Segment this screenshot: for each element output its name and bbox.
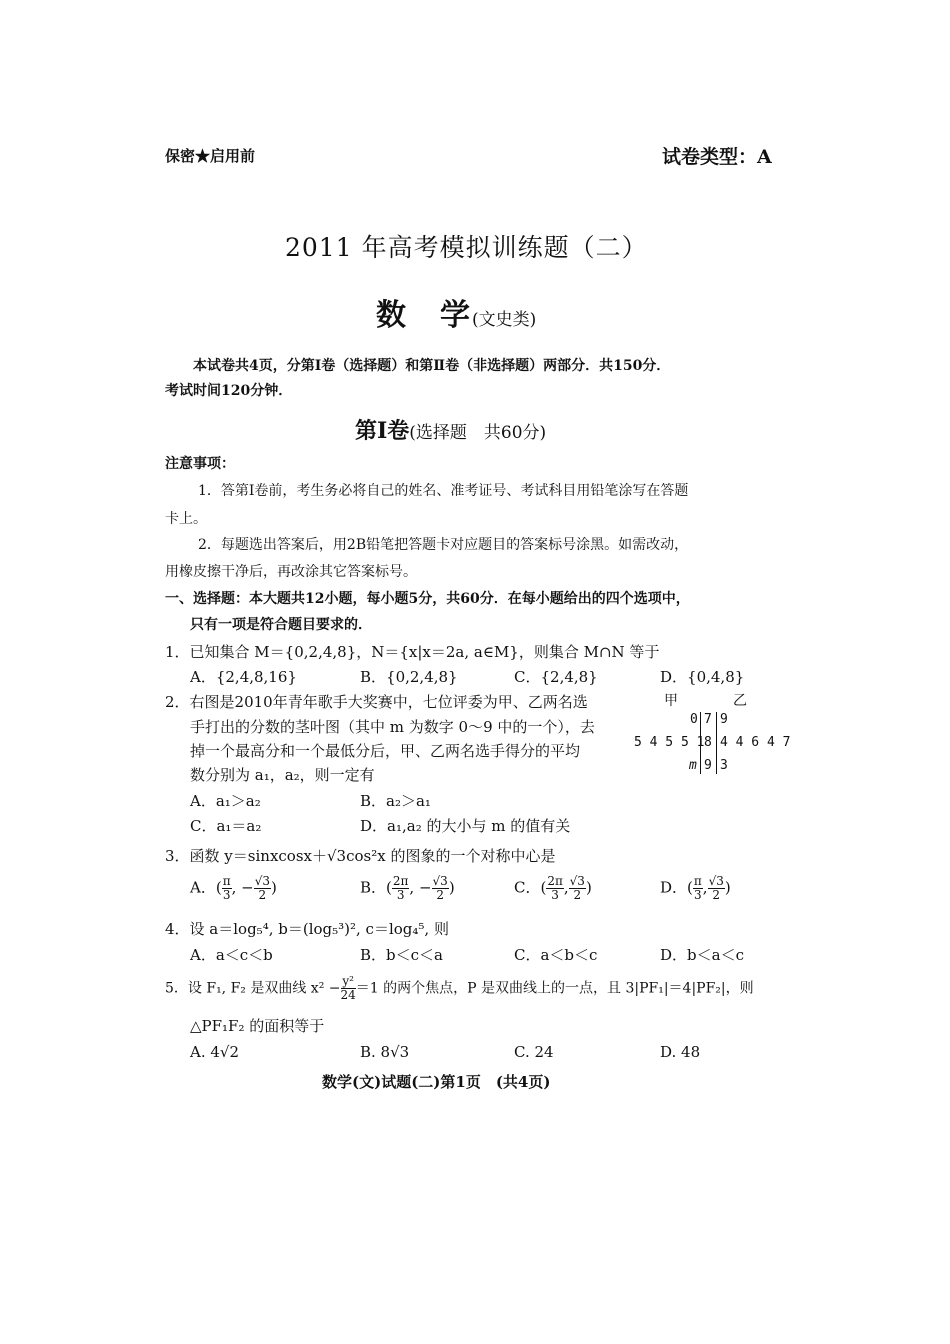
q1-option-a: A．{2,4,8,16}	[190, 668, 297, 686]
q2-option-b: B．a₂＞a₁	[360, 792, 431, 810]
q2-line-2: 手打出的分数的茎叶图（其中 m 为数字 0～9 中的一个），去	[190, 718, 595, 736]
part1-line-2: 只有一项是符合题目要求的．	[190, 617, 372, 633]
q2-option-a: A．a₁＞a₂	[190, 792, 261, 810]
q3-option-c: C．( $\frac{2\pi}{3}$ , $\frac{√3}{2}$ )	[514, 874, 592, 902]
subject-title	[376, 290, 536, 334]
plot-label-yi: 乙	[733, 693, 747, 709]
fraction: $\frac{\text{y²}}{24}$	[340, 974, 356, 1002]
q1-option-d: D．{0,4,8}	[660, 668, 745, 686]
plot-leaf-left: 0	[690, 712, 698, 727]
q5-line-2: △PF₁F₂ 的面积等于	[190, 1017, 325, 1035]
plot-stem: 8	[704, 735, 712, 750]
q4-option-b: B．b＜c＜a	[360, 946, 443, 964]
plot-label-jia: 甲	[664, 693, 678, 709]
q5-option-b: B. 8√3	[360, 1043, 410, 1061]
q4-option-a: A．a＜c＜b	[190, 946, 273, 964]
q5-option-c: C. 24	[514, 1043, 554, 1061]
fraction: $\frac{2\pi}{3}$	[547, 874, 563, 902]
q4-option-c: C．a＜b＜c	[514, 946, 598, 964]
paper-type-label: 试卷类型：A	[662, 146, 772, 168]
q1-stem: 1．已知集合 M＝{0,2,4,8}，N＝{x|x＝2a, a∈M}，则集合 M∩N 等于	[165, 643, 660, 661]
intro-line-2: 考试时间120分钟．	[165, 383, 293, 399]
notes-heading: 注意事项：	[165, 456, 235, 472]
q2-line-1: 2．右图是2010年青年歌手大奖赛中，七位评委为甲、乙两名选	[165, 693, 588, 711]
fraction: $\frac{√3}{2}$	[569, 874, 585, 902]
subject-sub: (文史类)	[472, 310, 537, 330]
fraction: $\frac{\pi}{3}$	[222, 874, 231, 902]
note-1-line-1: 1．答第Ⅰ卷前，考生务必将自己的姓名、准考证号、考试科目用铅笔涂写在答题	[198, 483, 689, 499]
plot-leaf-right: 4 4 6 4 7	[720, 735, 791, 750]
section-title	[355, 414, 546, 445]
note-2-line-1: 2．每题选出答案后，用2B铅笔把答题卡对应题目的答案标号涂黑。如需改动，	[198, 537, 689, 553]
note-2-line-2: 用橡皮擦干净后，再改涂其它答案标号。	[165, 564, 417, 580]
fraction: $\frac{√3}{2}$	[708, 874, 724, 902]
plot-stem: 9	[704, 758, 712, 773]
page-title: 2011 年高考模拟训练题（二）	[285, 233, 648, 262]
section-title-main: 第Ⅰ卷	[355, 418, 410, 444]
note-1-line-2: 卡上。	[165, 511, 207, 527]
q1-option-c: C．{2,4,8}	[514, 668, 598, 686]
q4-stem: 4．设 a＝log₅⁴, b＝(log₅³)², c＝log₄⁵, 则	[165, 920, 449, 938]
fraction: $\frac{√3}{2}$	[254, 874, 270, 902]
fraction: $\frac{√3}{2}$	[432, 874, 448, 902]
q2-line-4: 数分别为 a₁，a₂，则一定有	[190, 766, 375, 784]
fraction: $\frac{\pi}{3}$	[693, 874, 702, 902]
plot-leaf-left: 5 4 5 5 1	[634, 735, 705, 750]
plot-stem: 7	[704, 712, 712, 727]
confidential-label: 保密★启用前	[165, 147, 256, 165]
page-footer: 数学(文)试题(二)第1页 (共4页)	[322, 1073, 551, 1091]
section-title-sub: (选择题 共60分)	[409, 423, 547, 443]
part1-line-1: 一、选择题：本大题共12小题，每小题5分，共60分．在每小题给出的四个选项中，	[165, 591, 690, 607]
q4-option-d: D．b＜a＜c	[660, 946, 744, 964]
q3-stem: 3．函数 y＝sinxcosx＋√3cos²x 的图象的一个对称中心是	[165, 847, 556, 865]
fraction: $\frac{2\pi}{3}$	[392, 874, 409, 902]
q5-option-d: D. 48	[660, 1043, 701, 1061]
q3-option-d: D．( $\frac{\pi}{3}$ , $\frac{√3}{2}$ )	[660, 874, 731, 902]
plot-leaf-right: 9	[720, 712, 728, 727]
q3-option-b: B．( $\frac{2\pi}{3}$ , − $\frac{√3}{2}$ )	[360, 874, 455, 902]
plot-leaf-left: m	[689, 758, 697, 773]
q3-option-a: A．( $\frac{\pi}{3}$ , − $\frac{√3}{2}$ )	[190, 874, 277, 902]
q5-stem: 5．设 F₁, F₂ 是双曲线 x² − $\frac{\text{y²}}{24}$ ＝1 的两个焦点，P 是双曲线上的一点，且 3|PF₁|＝4|PF₂|，则	[165, 974, 754, 1002]
q1-option-b: B．{0,2,4,8}	[360, 668, 458, 686]
plot-leaf-right: 3	[720, 758, 728, 773]
q2-line-3: 掉一个最高分和一个最低分后，甲、乙两名选手得分的平均	[190, 742, 581, 760]
plot-divider-right	[716, 712, 717, 774]
q2-option-c: C．a₁＝a₂	[190, 817, 262, 835]
q5-option-a: A. 4√2	[190, 1043, 240, 1061]
subject-main: 数 学	[376, 298, 472, 333]
q2-option-d: D．a₁,a₂ 的大小与 m 的值有关	[360, 817, 571, 835]
intro-line-1: 本试卷共4页，分第Ⅰ卷（选择题）和第Ⅱ卷（非选择题）两部分．共150分．	[193, 358, 671, 374]
